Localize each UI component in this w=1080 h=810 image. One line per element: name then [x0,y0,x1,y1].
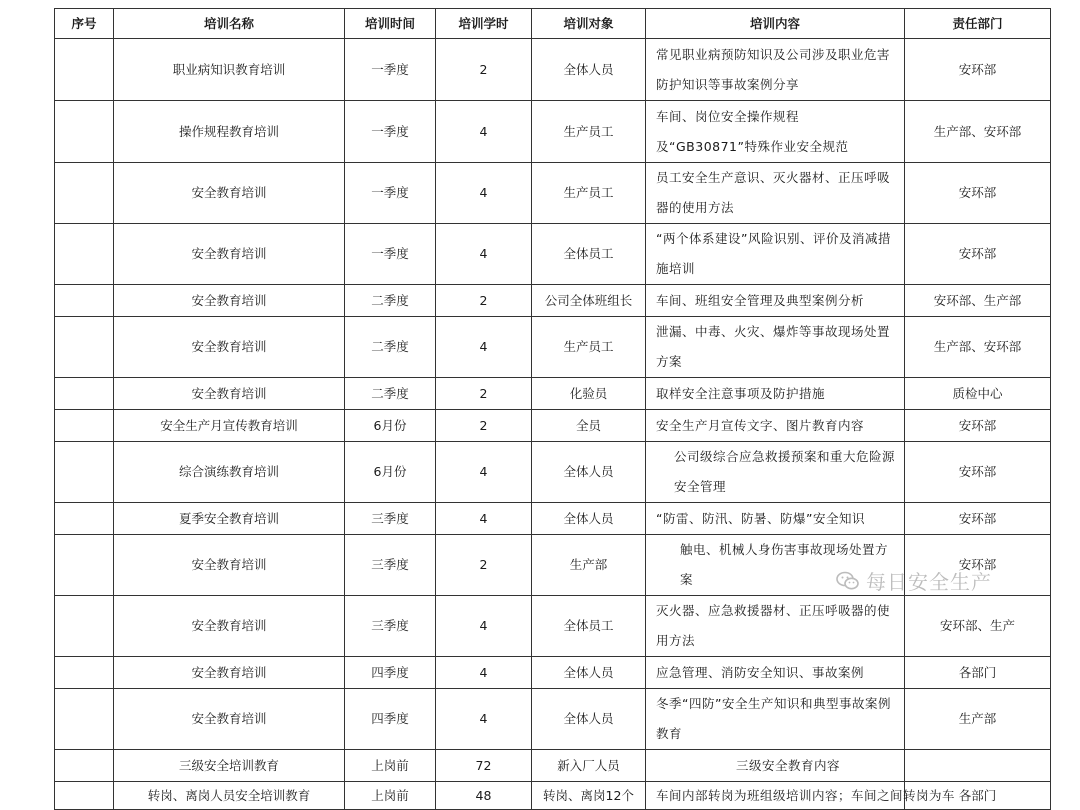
table-row [55,163,1051,224]
cell-time: 四季度 [345,689,436,750]
cell-target: 全体人员 [532,503,646,535]
cell-no [55,750,114,782]
cell-time: 三季度 [345,503,436,535]
cell-target: 全体员工 [532,596,646,657]
cell-target: 生产员工 [532,317,646,378]
cell-no [55,657,114,689]
cell-name: 安全教育培训 [114,317,345,378]
cell-dept: 安环部 [905,39,1051,101]
cell-time: 二季度 [345,317,436,378]
cell-no [55,442,114,503]
cell-name: 职业病知识教育培训 [114,39,345,101]
cell-target: 生产员工 [532,101,646,163]
cell-name: 安全教育培训 [114,596,345,657]
cell-time: 上岗前 [345,750,436,782]
table-row [55,39,1051,101]
cell-target: 全体人员 [532,657,646,689]
cell-content: 触电、机械人身伤害事故现场处置方案 [646,535,905,596]
table-row [55,596,1051,657]
cell-time: 二季度 [345,378,436,410]
cell-name: 夏季安全教育培训 [114,503,345,535]
cell-no [55,782,114,810]
table-row [55,657,1051,689]
cell-no [55,163,114,224]
cell-no [55,596,114,657]
cell-hours: 4 [436,101,532,163]
header-no: 序号 [55,9,114,39]
cell-time: 二季度 [345,285,436,317]
table-row [55,317,1051,378]
cell-target: 生产员工 [532,163,646,224]
table-row [55,750,1051,782]
cell-name: 安全教育培训 [114,657,345,689]
cell-time: 三季度 [345,596,436,657]
table-header-row [55,9,1051,39]
table-row [55,224,1051,285]
table-row [55,378,1051,410]
cell-target: 全体人员 [532,39,646,101]
header-hours: 培训学时 [436,9,532,39]
training-plan-table [54,8,1051,810]
header-time: 培训时间 [345,9,436,39]
cell-dept: 安环部 [905,442,1051,503]
cell-content: 泄漏、中毒、火灾、爆炸等事故现场处置方案 [646,317,905,378]
cell-no [55,101,114,163]
cell-dept [905,750,1051,782]
cell-hours: 4 [436,596,532,657]
cell-content: 安全生产月宣传文字、图片教育内容 [646,410,905,442]
cell-time: 一季度 [345,224,436,285]
table-row [55,503,1051,535]
cell-hours: 4 [436,224,532,285]
cell-content: “防雷、防汛、防暑、防爆”安全知识 [646,503,905,535]
header-content: 培训内容 [646,9,905,39]
cell-target: 全员 [532,410,646,442]
table-row [55,689,1051,750]
cell-content: 车间、班组安全管理及典型案例分析 [646,285,905,317]
cell-no [55,39,114,101]
cell-time: 上岗前 [345,782,436,810]
cell-content: “两个体系建设”风险识别、评价及消减措施培训 [646,224,905,285]
cell-dept: 安环部 [905,410,1051,442]
cell-no [55,410,114,442]
cell-dept: 安环部、生产部 [905,285,1051,317]
cell-no [55,285,114,317]
cell-content: 常见职业病预防知识及公司涉及职业危害防护知识等事故案例分享 [646,39,905,101]
cell-dept: 质检中心 [905,378,1051,410]
table-row [55,535,1051,596]
cell-dept: 生产部、安环部 [905,101,1051,163]
cell-name: 综合演练教育培训 [114,442,345,503]
cell-dept: 生产部 [905,689,1051,750]
cell-target: 新入厂人员 [532,750,646,782]
cell-hours: 2 [436,39,532,101]
cell-time: 6月份 [345,410,436,442]
cell-no [55,378,114,410]
header-target: 培训对象 [532,9,646,39]
cell-no [55,689,114,750]
cell-no [55,535,114,596]
cell-hours: 4 [436,317,532,378]
cell-dept: 安环部 [905,503,1051,535]
cell-content: 公司级综合应急救援预案和重大危险源安全管理 [646,442,905,503]
cell-target: 生产部 [532,535,646,596]
watermark-text: 每日安全生产 [866,570,992,594]
cell-hours: 72 [436,750,532,782]
cell-hours: 48 [436,782,532,810]
cell-target: 全体员工 [532,224,646,285]
cell-time: 三季度 [345,535,436,596]
table-row [55,410,1051,442]
cell-time: 一季度 [345,163,436,224]
cell-hours: 2 [436,378,532,410]
cell-time: 四季度 [345,657,436,689]
cell-hours: 4 [436,689,532,750]
cell-target: 转岗、离岗12个 [532,782,646,810]
cell-name: 安全教育培训 [114,689,345,750]
header-dept: 责任部门 [905,9,1051,39]
cell-dept: 各部门 [905,782,1051,810]
cell-hours: 4 [436,163,532,224]
cell-dept: 安环部 [905,163,1051,224]
cell-no [55,317,114,378]
cell-time: 一季度 [345,39,436,101]
cell-target: 公司全体班组长 [532,285,646,317]
cell-content: 应急管理、消防安全知识、事故案例 [646,657,905,689]
cell-name: 三级安全培训教育 [114,750,345,782]
cell-no [55,503,114,535]
cell-hours: 2 [436,535,532,596]
cell-target: 全体人员 [532,442,646,503]
cell-hours: 2 [436,410,532,442]
cell-content: 冬季“四防”安全生产知识和典型事故案例教育 [646,689,905,750]
cell-name: 转岗、离岗人员安全培训教育 [114,782,345,810]
cell-name: 操作规程教育培训 [114,101,345,163]
cell-dept: 各部门 [905,657,1051,689]
cell-dept: 安环部 [905,535,1051,596]
cell-dept: 安环部 [905,224,1051,285]
cell-hours: 4 [436,442,532,503]
cell-hours: 2 [436,285,532,317]
header-name: 培训名称 [114,9,345,39]
table-row [55,101,1051,163]
cell-name: 安全教育培训 [114,224,345,285]
cell-dept: 安环部、生产 [905,596,1051,657]
table-row [55,285,1051,317]
cell-content: 车间内部转岗为班组级培训内容；车间之间转岗为车 [646,782,905,810]
cell-hours: 4 [436,657,532,689]
cell-content: 三级安全教育内容 [646,750,905,782]
cell-hours: 4 [436,503,532,535]
cell-no [55,224,114,285]
cell-name: 安全教育培训 [114,535,345,596]
table-row [55,442,1051,503]
cell-time: 一季度 [345,101,436,163]
cell-target: 化验员 [532,378,646,410]
cell-content: 车间、岗位安全操作规程及“GB30871”特殊作业安全规范 [646,101,905,163]
cell-dept: 生产部、安环部 [905,317,1051,378]
cell-content: 取样安全注意事项及防护措施 [646,378,905,410]
table-row [55,782,1051,810]
cell-name: 安全教育培训 [114,163,345,224]
cell-name: 安全教育培训 [114,285,345,317]
cell-target: 全体人员 [532,689,646,750]
cell-content: 灭火器、应急救援器材、正压呼吸器的使用方法 [646,596,905,657]
cell-name: 安全生产月宣传教育培训 [114,410,345,442]
cell-time: 6月份 [345,442,436,503]
cell-content: 员工安全生产意识、灭火器材、正压呼吸器的使用方法 [646,163,905,224]
cell-name: 安全教育培训 [114,378,345,410]
